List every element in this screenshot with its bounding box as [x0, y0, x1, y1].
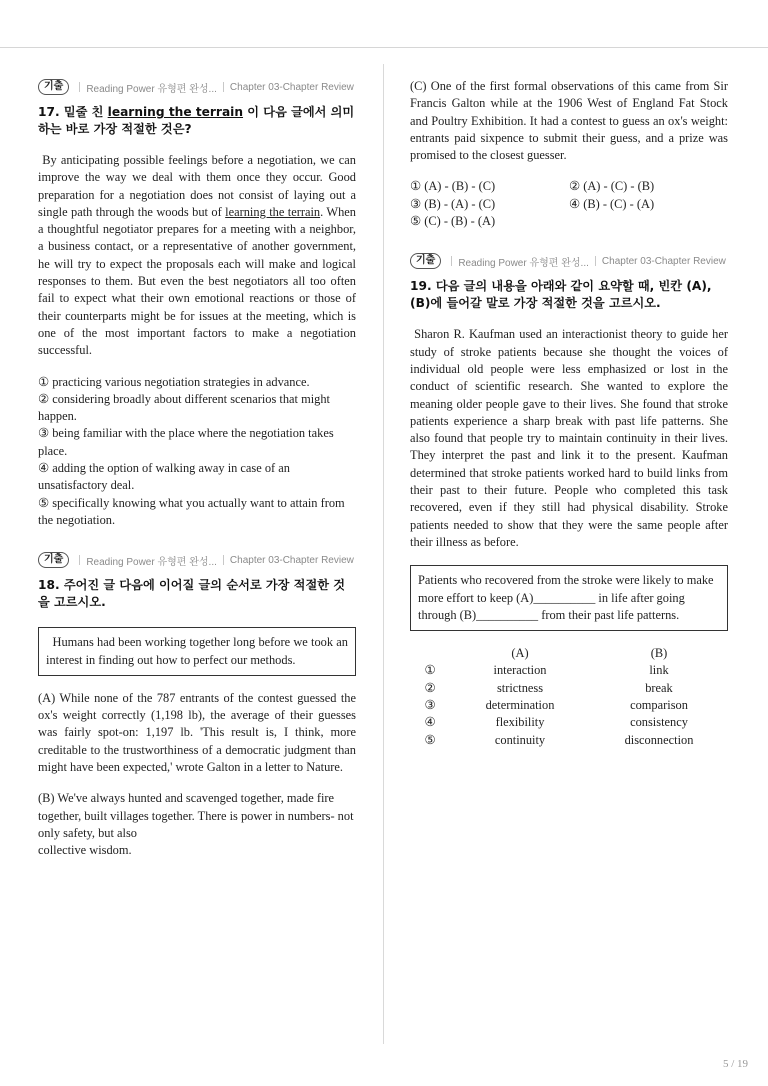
question-title: 19. 다음 글의 내용을 아래와 같이 요약할 때, 빈칸 (A), (B)에 들어갈 말로 가장 적절한 것을 고르시오.: [410, 279, 712, 311]
summary-box: Patients who recovered from the stroke were likely to make more effort to keep (A)__________ in life after going through (B)__________ from their past life patterns.: [410, 565, 728, 631]
title-underlined-phrase: learning the terrain: [107, 105, 244, 119]
option-number: ④: [424, 715, 436, 730]
left-column: [38, 78, 356, 860]
answer-option[interactable]: ⑤ specifically knowing what you actually want to attain from the negotiation.: [38, 495, 345, 527]
question-17: [38, 78, 356, 529]
tag-separator: [595, 256, 596, 266]
passage-text: Sharon R. Kaufman used an interactionist theory to guide her study of stroke patients because she thought the voices of individual old people were less emphasized or lost in the conduct of scientific research. She wanted to explore the meaning older people gave to their lives. She found that stroke patients experience a sharp break with past life patterns. She also found that people try to maintain continuity in their lives. They interpret the past and link it to the present. Kaufman determined that stroke patients worked hard to build links from their past to their future. People who completed this task recovered, even if they still had physical disability. Stroke patients needed to show that they were the same people after their illness as before.: [410, 327, 728, 549]
book-label: Reading Power 유형편 완성...: [86, 83, 217, 95]
tag-separator: [451, 256, 452, 266]
exam-badge: 기출: [410, 253, 441, 269]
option-b: comparison: [630, 698, 688, 713]
passage: [38, 152, 356, 360]
option-a: interaction: [493, 663, 547, 678]
title-text: 이 다음 글에서 의미하는 바로 가장 적절한 것은?: [38, 105, 355, 136]
tag-separator: [79, 82, 80, 92]
question-19: [410, 252, 728, 749]
answer-options: [410, 178, 728, 230]
answer-option[interactable]: ① practicing various negotiation strategies in advance.: [38, 374, 310, 389]
option-b: break: [645, 680, 673, 695]
answer-row[interactable]: [410, 662, 728, 679]
column-b-header: (B): [650, 646, 668, 661]
right-column: [410, 78, 728, 749]
given-text: Humans had been working together long before we took an interest in finding out how to perfect our methods.: [46, 635, 348, 667]
option-number: ③: [424, 698, 436, 713]
answer-option[interactable]: ① (A) - (B) - (C): [410, 179, 496, 194]
paragraph-b-text: collective wisdom.: [38, 843, 132, 858]
exam-badge: 기출: [38, 79, 69, 95]
question-tagline: [38, 78, 356, 96]
book-label: Reading Power 유형편 완성...: [458, 257, 589, 269]
answer-option[interactable]: ② (A) - (C) - (B): [569, 179, 655, 194]
question-tagline: [38, 551, 356, 569]
question-18: [38, 551, 356, 859]
header-rule: [0, 47, 768, 48]
question-title: [38, 104, 356, 138]
paragraph-c: (C) One of the first formal observations of this came from Sir Francis Galton while at the 1906 West of England Fat Stock and Poultry Exhibition. It had a contest to guess an ox's weight: entrants paid sixpence to submit their guess, and a prize was promised to the closest guesser.: [410, 79, 728, 163]
chapter-label: Chapter 03-Chapter Review: [229, 81, 354, 93]
option-number: ②: [424, 680, 436, 695]
answer-row[interactable]: [410, 680, 728, 697]
answer-option[interactable]: ③ (B) - (A) - (C): [410, 196, 496, 211]
option-number: ⑤: [424, 732, 436, 747]
chapter-label: Chapter 03-Chapter Review: [601, 255, 726, 267]
option-b: consistency: [630, 715, 688, 730]
option-number: ①: [424, 663, 436, 678]
answer-row[interactable]: [410, 732, 728, 749]
passage-text: By anticipating possible feelings before a negotiation, we can improve the way we deal with them once they occur. Good preparation for a negotiation does not consist of laying out a single path through the woods but of: [38, 153, 356, 219]
option-b: disconnection: [624, 732, 694, 747]
answer-row[interactable]: [410, 714, 728, 731]
chapter-label: Chapter 03-Chapter Review: [229, 554, 354, 566]
passage-text: . When a thoughtful negotiator prepares for a meeting with a neighbor, a business contact, or a representative of another government, he will try to expect the proposals each will make and logical responses to them. But even the best negotiators all too often fail to expect what their own emotional reactions or those of their counterparts might be for issues at the meeting, which is one of the most important factors to make a negotiation successful.: [38, 204, 357, 358]
answer-options: [38, 374, 356, 530]
paragraph-b-text: (B) We've always hunted and scavenged together, made fire together, built villages together. There is power in numbers- not only safety, but also: [38, 791, 354, 840]
option-a: flexibility: [495, 715, 545, 730]
question-tagline: [410, 252, 728, 270]
answer-row[interactable]: [410, 697, 728, 714]
tag-separator: [223, 555, 224, 565]
tag-separator: [223, 82, 224, 92]
tag-separator: [79, 555, 80, 565]
answer-option[interactable]: ④ adding the option of walking away in case of an unsatisfactory deal.: [38, 461, 290, 493]
option-b: link: [649, 663, 669, 678]
paragraph-b: [38, 790, 356, 859]
option-a: continuity: [494, 732, 546, 747]
option-a: determination: [485, 698, 555, 713]
answer-option[interactable]: ③ being familiar with the place where the negotiation takes place.: [38, 426, 334, 458]
underlined-phrase: learning the terrain: [225, 204, 321, 219]
given-text-box: [38, 627, 356, 676]
answer-option[interactable]: ⑤ (C) - (B) - (A): [410, 214, 496, 229]
passage: [410, 326, 728, 551]
answer-option[interactable]: ② considering broadly about different scenarios that might happen.: [38, 391, 331, 424]
column-a-header: (A): [511, 646, 529, 661]
page-number: 5 / 19: [722, 1058, 748, 1070]
answer-table: [410, 645, 728, 749]
answer-option[interactable]: ④ (B) - (C) - (A): [569, 196, 655, 211]
title-text: 17. 밑줄 친: [38, 105, 108, 119]
paragraph-a: (A) While none of the 787 entrants of the contest guessed the ox's weight correctly (1,198 lb), the average of their guesses was fairly spot-on: 1,197 lb. 'This result is, I think, more creditable to the trustworthiness of a democratic judgment than might have been expected,' wrote Galton in a letter to Nature.: [38, 690, 356, 775]
book-label: Reading Power 유형편 완성...: [86, 556, 217, 568]
column-divider: [383, 64, 384, 1044]
option-a: strictness: [496, 680, 544, 695]
question-title: 18. 주어진 글 다음에 이어질 글의 순서로 가장 적절한 것을 고르시오.: [38, 578, 346, 610]
answer-table-header: [410, 645, 728, 662]
exam-badge: 기출: [38, 552, 69, 568]
